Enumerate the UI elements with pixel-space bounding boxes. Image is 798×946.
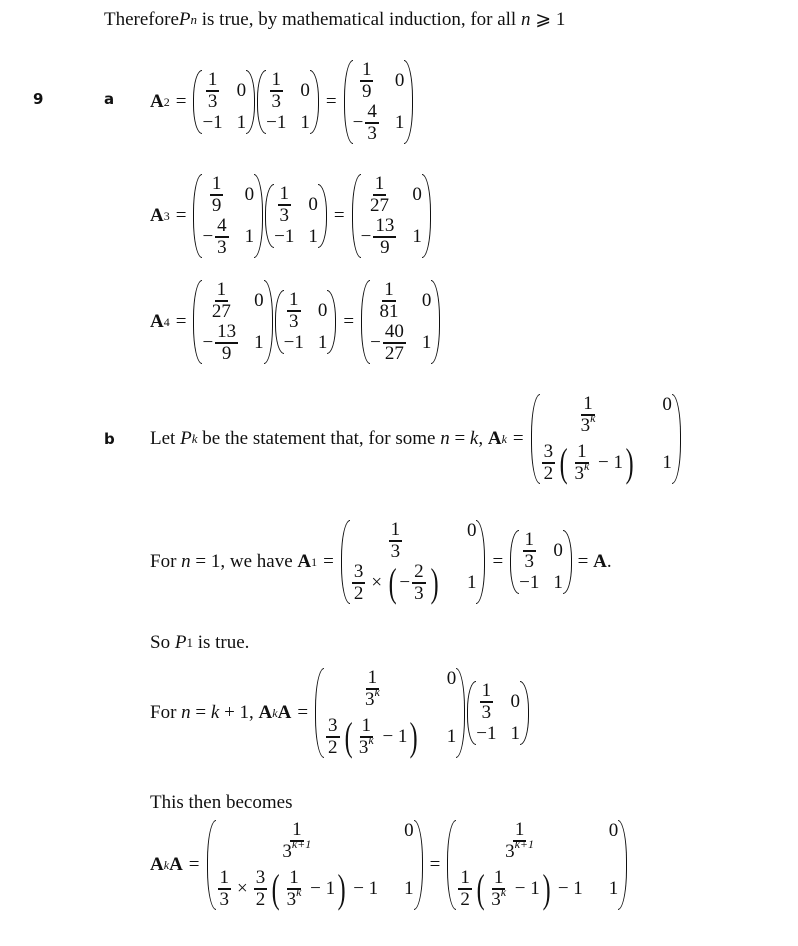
math-token: 0: [446, 668, 457, 689]
math-token: .: [606, 550, 612, 572]
matrix: [192, 174, 264, 258]
math-token: 0: [394, 69, 405, 91]
math-token: 1: [481, 679, 492, 701]
math-token: So: [150, 632, 175, 653]
math-token: P: [174, 632, 187, 653]
math-token: 1: [254, 331, 264, 353]
math-token: − 1: [348, 877, 379, 899]
math-token: ): [625, 439, 634, 485]
math-token: k: [210, 701, 220, 723]
matrix: [192, 70, 256, 134]
math-token: 3: [217, 236, 227, 258]
math-token: ×: [371, 571, 383, 593]
equals: =: [333, 204, 345, 226]
math-token: 0: [300, 79, 310, 101]
math-token: −: [370, 331, 381, 353]
math-token: 1: [300, 111, 310, 133]
math-token: 13: [375, 214, 395, 236]
math-token: + 1,: [219, 701, 259, 723]
math-token: −1: [519, 571, 540, 593]
math-token: 1: [292, 819, 302, 840]
base-case: For n = 1, we have A 1 = $\frac{1}{3}$ 0 $\frac{3}{2}$ × ( − $\frac{2}{3}$ ) 1 = $\frac{1}{3}$ 0 −1 1 = A .: [150, 519, 612, 605]
math-token: A: [487, 427, 502, 449]
inductive-step: For n = k + 1, A k A = $\frac{1}{3^k}$ 0 $\frac{3}{2}$ ( $\frac{1}{3^k}$ − 1 ) 1 $\frac{1}{3}$ 0 −1 1: [150, 668, 530, 758]
math-token: 1: [583, 393, 593, 414]
math-token: 1: [384, 279, 394, 300]
math-token: 0: [254, 289, 264, 311]
math-token: (: [476, 865, 485, 911]
math-token: 3: [289, 310, 299, 332]
math-token: 1: [524, 528, 535, 550]
math-token: A: [169, 853, 183, 875]
equals: =: [175, 204, 187, 226]
math-token: A: [277, 701, 292, 723]
math-token: k: [583, 458, 590, 473]
math-token: (: [388, 559, 397, 605]
equation-a2: A 2 = $\frac{1}{3}$ 0 −1 1 $\frac{1}{3}$ 0 −1 1 = $\frac{1}{9}$ 0 − $\frac{4}{3}$ 1: [150, 60, 414, 144]
math-token: ×: [237, 877, 248, 899]
math-token: 1: [289, 866, 299, 888]
math-token: 3: [271, 90, 282, 112]
math-token: 1: [244, 225, 255, 247]
math-token: −1: [202, 111, 223, 133]
part-b-label: b: [104, 430, 115, 448]
math-token: 3: [219, 888, 230, 910]
equation-a3: A 3 = $\frac{1}{9}$ 0 − $\frac{4}{3}$ 1 $\frac{1}{3}$ 0 −1 1 = $\frac{1}{27}$ 0 − $\frac{13}{9}$ 1: [150, 174, 432, 258]
matrix: [509, 530, 573, 594]
math-token: ): [430, 559, 439, 605]
math-token: 1: [412, 225, 422, 247]
math-token: 27: [369, 194, 389, 216]
equals: =: [325, 90, 337, 112]
math-token: 27: [384, 342, 404, 364]
math-token: be the statement that, for some: [197, 427, 441, 449]
math-token: k+1: [514, 836, 535, 851]
math-token: 1: [466, 571, 477, 593]
math-token: 1: [404, 877, 414, 899]
math-token: (: [559, 439, 568, 485]
math-token: 1: [236, 111, 247, 133]
math-token: For: [150, 550, 182, 572]
math-token: ): [410, 713, 419, 759]
text: is true, by mathematical induction, for all: [197, 8, 521, 30]
math-token: 2: [543, 462, 554, 484]
math-token: − 1: [553, 877, 583, 899]
math-token: 1: [367, 667, 378, 688]
matrix: $\frac{1}{3^{k+1}}$ 0 $\frac{1}{3}$ × $\frac{3}{2}$ ( $\frac{1}{3^k}$ − 1 ) − 1 1: [206, 820, 424, 910]
math-token: k+1: [291, 836, 312, 851]
math-token: 3: [279, 204, 290, 226]
math-token: 0: [404, 820, 414, 841]
math-token: 1: [394, 111, 405, 133]
math-token: =: [512, 427, 524, 449]
math-token: k: [590, 410, 596, 425]
math-token: 1: [271, 68, 282, 90]
math-token: 1: [207, 68, 218, 90]
math-token: 3: [353, 560, 364, 582]
math-token: 1: [390, 519, 401, 540]
matrix: [343, 60, 415, 144]
math-token: 1: [186, 635, 193, 650]
math-token: 1: [446, 725, 457, 747]
math-token: k: [191, 430, 198, 446]
matrix: [192, 280, 273, 364]
math-token: 0: [236, 79, 247, 101]
equals: =: [175, 310, 187, 332]
math-token: 1: [308, 225, 318, 247]
math-token: 1: [317, 331, 328, 353]
math-token: 0: [244, 183, 255, 205]
math-token: 0: [308, 193, 318, 215]
relation: ⩾ 1: [530, 9, 566, 30]
math-token: − 1: [510, 877, 540, 899]
math-token: =: [323, 550, 334, 572]
equals: =: [343, 310, 355, 332]
math-token: k: [374, 684, 380, 699]
math-token: 1: [493, 866, 504, 888]
sub-n: n: [190, 11, 197, 27]
equals: =: [175, 90, 187, 112]
math-token: −: [360, 225, 372, 247]
math-token: 0: [421, 289, 432, 311]
math-token: −1: [476, 722, 497, 744]
matrix: $\frac{1}{3^k}$ 0 $\frac{3}{2}$ ( $\frac{1}{3^k}$ − 1 ) 1: [530, 394, 682, 484]
matrix: $\frac{1}{3^k}$ 0 $\frac{3}{2}$ ( $\frac{1}{3^k}$ − 1 ) 1: [314, 668, 466, 758]
math-token: −: [202, 225, 214, 247]
math-token: 0: [510, 690, 520, 712]
math-token: 9: [211, 194, 222, 216]
math-token: 3: [524, 550, 535, 572]
text: Therefore: [104, 8, 179, 30]
math-token: A: [297, 550, 312, 572]
math-token: − 1: [305, 877, 336, 899]
math-token: 9: [361, 80, 372, 102]
final-equation: A k A = $\frac{1}{3^{k+1}}$ 0 $\frac{1}{3}$ × $\frac{3}{2}$ ( $\frac{1}{3^k}$ − 1 ) − 1 1 = $\frac{1}{3^{k+1}}$ 0 $\frac{1}{2}$ ( $\frac{1}{3^k}$ − 1 ) − 1 1: [150, 820, 628, 910]
math-token: 13: [217, 320, 237, 342]
math-token: =: [572, 550, 594, 572]
math-token: k: [469, 427, 479, 449]
math-token: 3: [414, 582, 424, 604]
matrix: [360, 280, 441, 364]
math-token: 3: [367, 122, 377, 144]
conclusion-line: [104, 8, 565, 31]
math-token: 1: [553, 571, 563, 593]
math-token: 1: [514, 819, 525, 840]
math-token: 1: [216, 279, 227, 300]
math-token: 2: [328, 736, 338, 758]
math-token: 3: [255, 866, 266, 888]
matrix: [466, 681, 530, 745]
part-a-label: a: [104, 90, 115, 108]
var-p: P: [178, 8, 191, 30]
matrix: [256, 70, 320, 134]
math-token: ): [337, 865, 346, 911]
math-token: =: [449, 427, 470, 449]
math-token: A: [150, 853, 164, 875]
math-token: 1: [211, 173, 222, 194]
matrix: [264, 184, 328, 248]
math-token: 1: [421, 331, 432, 353]
math-token: =: [188, 853, 200, 875]
equation-a4: A 4 = $\frac{1}{27}$ 0 − $\frac{13}{9}$ 1 $\frac{1}{3}$ 0 −1 1 = $\frac{1}{81}$ 0 − $\frac{40}{27}$ 1: [150, 280, 441, 364]
matrix: [274, 290, 338, 354]
math-token: 1: [361, 59, 372, 80]
math-token: 1: [374, 173, 385, 194]
math-token: −1: [274, 225, 295, 247]
math-token: 40: [384, 320, 404, 342]
math-token: −: [202, 331, 214, 353]
math-token: (: [271, 865, 280, 911]
math-token: =: [190, 701, 211, 723]
math-token: − 1: [593, 451, 623, 473]
math-token: 0: [317, 299, 328, 321]
math-token: 9: [380, 236, 390, 258]
math-token: −: [352, 111, 364, 133]
math-token: n: [440, 427, 450, 449]
question-number: 9: [33, 90, 44, 108]
math-token: 1: [219, 866, 230, 888]
math-token: 0: [608, 820, 619, 841]
math-token: P: [180, 427, 192, 449]
math-token: k: [500, 884, 507, 899]
math-token: =: [429, 853, 441, 875]
math-token: n: [181, 701, 191, 723]
matrix-symbol: A: [150, 204, 164, 226]
math-token: (: [344, 713, 353, 759]
math-token: 0: [662, 394, 672, 415]
math-token: 2: [255, 888, 266, 910]
math-token: −1: [266, 111, 287, 133]
math-token: − 1: [377, 725, 408, 747]
math-token: 4: [217, 214, 227, 236]
math-token: 1: [608, 877, 619, 899]
math-token: is true.: [192, 632, 250, 653]
matrix: [340, 520, 487, 604]
math-token: Let: [150, 427, 181, 449]
math-token: 2: [414, 560, 424, 582]
math-token: A: [593, 550, 607, 572]
math-token: k: [368, 732, 374, 747]
math-token: 1: [289, 288, 299, 310]
math-token: 3: [207, 90, 218, 112]
var-n: n: [520, 8, 531, 30]
math-token: =: [297, 701, 309, 723]
math-token: 9: [221, 342, 232, 364]
math-token: 3: [481, 701, 492, 723]
matrix: $\frac{1}{3^{k+1}}$ 0 $\frac{1}{2}$ ( $\frac{1}{3^k}$ − 1 ) − 1 1: [446, 820, 628, 910]
math-token: ,: [478, 427, 488, 449]
math-token: 1: [662, 451, 672, 473]
math-token: k: [296, 884, 302, 899]
math-token: −1: [283, 331, 304, 353]
math-token: 1: [510, 722, 520, 744]
base-conclusion: [150, 632, 249, 654]
math-token: =: [492, 550, 504, 572]
math-token: 3: [328, 714, 338, 736]
math-token: ): [542, 865, 551, 911]
math-token: 1: [577, 440, 587, 462]
math-token: 4: [367, 100, 377, 122]
math-token: For: [150, 701, 182, 723]
math-token: 81: [379, 300, 399, 322]
math-token: 1: [279, 182, 290, 204]
hypothesis-statement: Let P k be the statement that, for some n = k , A k = $\frac{1}{3^k}$ 0 $\frac{3}{2}$ ( $\frac{1}{3^k}$ − 1 ) 1: [150, 394, 682, 484]
math-token: −: [399, 571, 411, 593]
math-token: 0: [553, 539, 563, 561]
math-token: A: [258, 701, 273, 723]
math-token: 2: [460, 888, 470, 910]
math-token: 3: [390, 540, 401, 562]
matrix-symbol: A: [150, 310, 164, 332]
math-token: n: [181, 550, 191, 572]
matrix-symbol: A: [150, 90, 164, 112]
math-token: 2: [353, 582, 364, 604]
math-token: 1: [460, 866, 470, 888]
matrix: [351, 174, 432, 258]
transition-text: This then becomes: [150, 792, 293, 813]
math-token: = 1, we have: [190, 550, 298, 572]
math-token: 27: [211, 300, 231, 322]
math-token: 0: [466, 520, 477, 541]
math-token: 3: [543, 440, 554, 462]
math-token: 0: [412, 183, 422, 205]
math-token: 1: [361, 714, 372, 736]
